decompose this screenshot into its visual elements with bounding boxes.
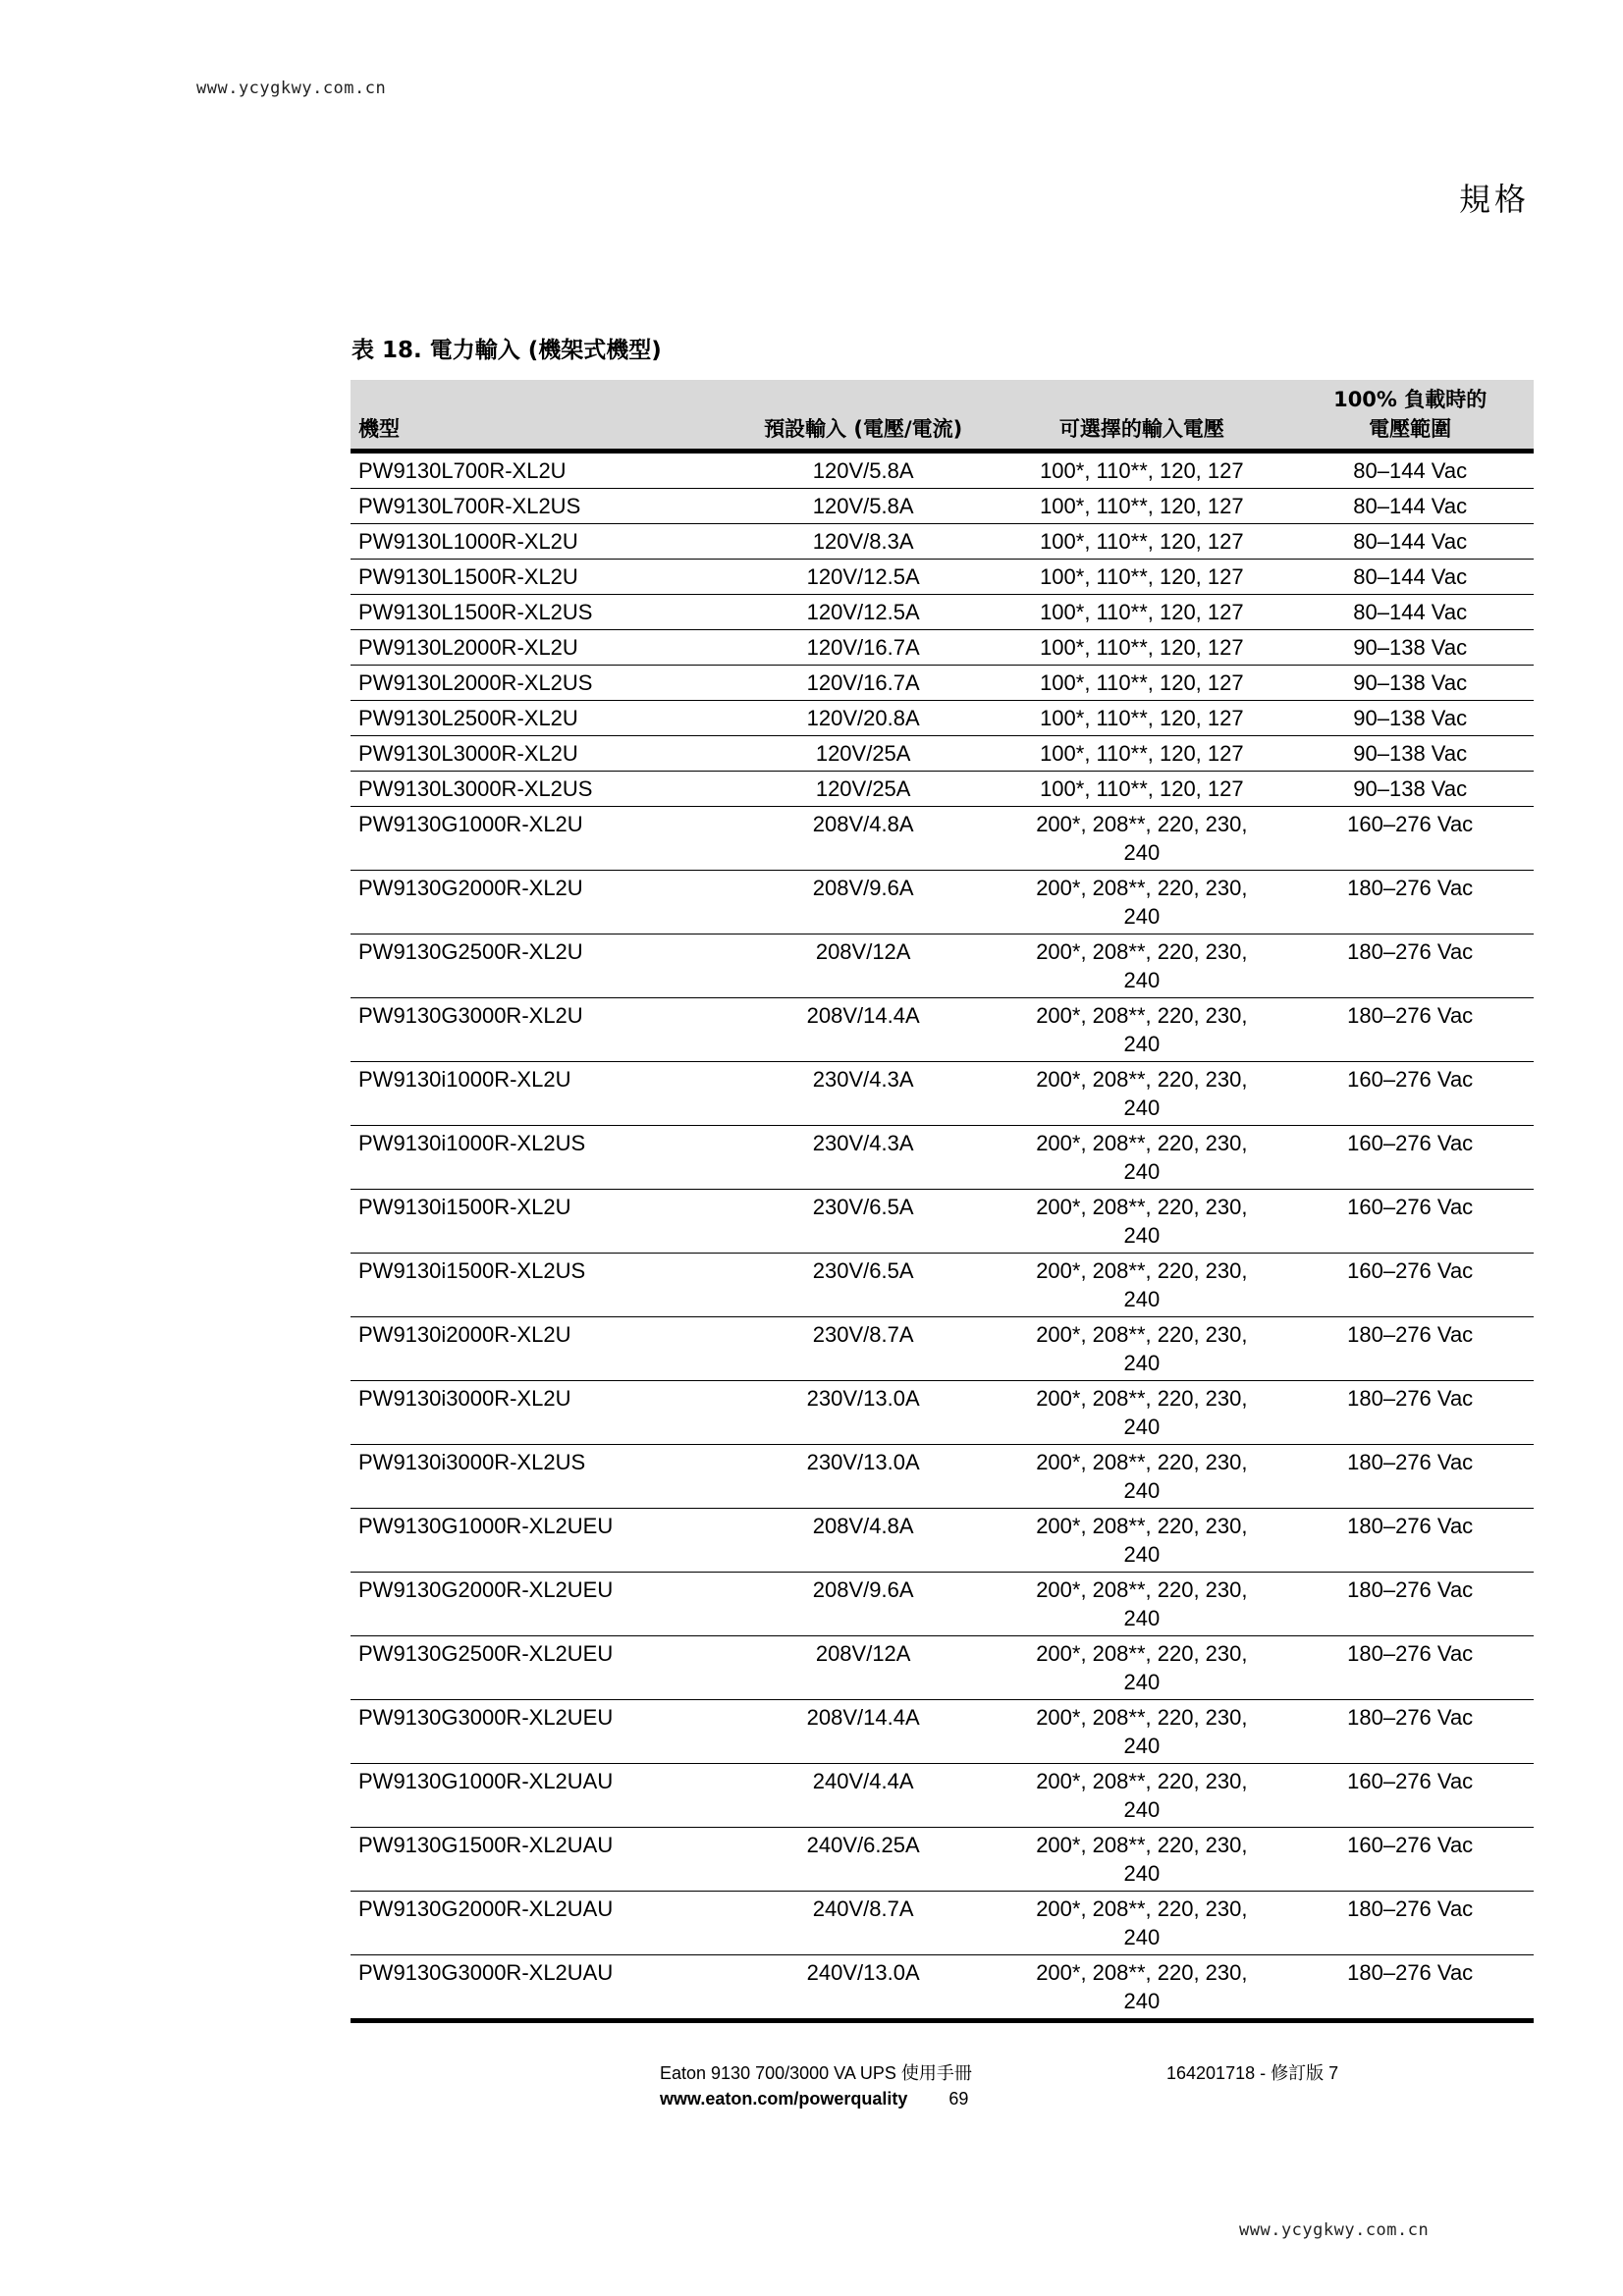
footer-manual-title: Eaton 9130 700/3000 VA UPS 使用手冊 bbox=[660, 2063, 972, 2083]
cell-voltage-text: 200*, 208**, 220, 230, 240 bbox=[1036, 1195, 1248, 1248]
watermark-bottom: www.ycygkwy.com.cn bbox=[1239, 2220, 1430, 2240]
cell-default-input: 240V/13.0A bbox=[730, 1955, 997, 2021]
cell-model: PW9130i1000R-XL2U bbox=[351, 1062, 730, 1126]
cell-default-input: 230V/4.3A bbox=[730, 1062, 997, 1126]
table-row bbox=[351, 807, 1534, 871]
table-row bbox=[351, 452, 1534, 489]
cell-model: PW9130L1500R-XL2U bbox=[351, 560, 730, 595]
table-body bbox=[351, 452, 1534, 2021]
cell-voltage-range: 90–138 Vac bbox=[1286, 630, 1534, 666]
table-row bbox=[351, 1062, 1534, 1126]
watermark-top: www.ycygkwy.com.cn bbox=[196, 79, 387, 98]
cell-voltage-range: 180–276 Vac bbox=[1286, 1955, 1534, 2021]
cell-voltage-range: 180–276 Vac bbox=[1286, 1573, 1534, 1636]
cell-default-input: 208V/9.6A bbox=[730, 1573, 997, 1636]
cell-default-input: 120V/25A bbox=[730, 736, 997, 772]
table-row bbox=[351, 1445, 1534, 1509]
cell-model: PW9130L1000R-XL2U bbox=[351, 524, 730, 560]
cell-model: PW9130G2000R-XL2UAU bbox=[351, 1892, 730, 1955]
cell-voltage-range: 80–144 Vac bbox=[1286, 489, 1534, 524]
table-row bbox=[351, 1828, 1534, 1892]
table-row bbox=[351, 1700, 1534, 1764]
cell-selectable-voltage bbox=[997, 1892, 1286, 1955]
cell-default-input: 230V/6.5A bbox=[730, 1254, 997, 1317]
cell-default-input: 120V/5.8A bbox=[730, 452, 997, 489]
cell-voltage-range: 80–144 Vac bbox=[1286, 560, 1534, 595]
cell-voltage-range: 160–276 Vac bbox=[1286, 807, 1534, 871]
cell-selectable-voltage bbox=[997, 452, 1286, 489]
table-row bbox=[351, 1317, 1534, 1381]
cell-voltage-text: 100*, 110**, 120, 127 bbox=[1040, 458, 1244, 483]
cell-model: PW9130G2500R-XL2U bbox=[351, 934, 730, 998]
cell-voltage-text: 200*, 208**, 220, 230, 240 bbox=[1036, 1641, 1248, 1694]
footer-page-number: 69 bbox=[948, 2089, 969, 2109]
cell-selectable-voltage bbox=[997, 666, 1286, 701]
cell-default-input: 240V/8.7A bbox=[730, 1892, 997, 1955]
table-row bbox=[351, 1573, 1534, 1636]
cell-selectable-voltage bbox=[997, 1062, 1286, 1126]
cell-voltage-range: 90–138 Vac bbox=[1286, 666, 1534, 701]
cell-voltage-text: 200*, 208**, 220, 230, 240 bbox=[1036, 1896, 1248, 1949]
table-row bbox=[351, 560, 1534, 595]
cell-voltage-range: 80–144 Vac bbox=[1286, 452, 1534, 489]
cell-selectable-voltage bbox=[997, 560, 1286, 595]
cell-model: PW9130L700R-XL2US bbox=[351, 489, 730, 524]
cell-voltage-range: 160–276 Vac bbox=[1286, 1190, 1534, 1254]
cell-voltage-text: 100*, 110**, 120, 127 bbox=[1040, 494, 1244, 518]
cell-voltage-range: 180–276 Vac bbox=[1286, 1381, 1534, 1445]
cell-default-input: 230V/8.7A bbox=[730, 1317, 997, 1381]
cell-voltage-text: 200*, 208**, 220, 230, 240 bbox=[1036, 876, 1248, 929]
cell-voltage-range: 180–276 Vac bbox=[1286, 1700, 1534, 1764]
cell-model: PW9130i1500R-XL2US bbox=[351, 1254, 730, 1317]
cell-voltage-range: 80–144 Vac bbox=[1286, 524, 1534, 560]
cell-selectable-voltage bbox=[997, 1254, 1286, 1317]
cell-model: PW9130G3000R-XL2UEU bbox=[351, 1700, 730, 1764]
table-caption: 表 18. 電力輸入 (機架式機型) bbox=[352, 338, 662, 363]
cell-model: PW9130G3000R-XL2UAU bbox=[351, 1955, 730, 2021]
cell-selectable-voltage bbox=[997, 1509, 1286, 1573]
cell-voltage-range: 180–276 Vac bbox=[1286, 998, 1534, 1062]
cell-selectable-voltage bbox=[997, 736, 1286, 772]
cell-model: PW9130L3000R-XL2U bbox=[351, 736, 730, 772]
cell-default-input: 120V/12.5A bbox=[730, 560, 997, 595]
cell-default-input: 120V/16.7A bbox=[730, 630, 997, 666]
table-row bbox=[351, 489, 1534, 524]
cell-voltage-text: 100*, 110**, 120, 127 bbox=[1040, 600, 1244, 624]
cell-default-input: 208V/4.8A bbox=[730, 1509, 997, 1573]
footer-doc-id: 164201718 - 修訂版 7 bbox=[1166, 2063, 1339, 2083]
header-range-line2: 電壓範圍 bbox=[1369, 417, 1452, 441]
cell-default-input: 230V/13.0A bbox=[730, 1445, 997, 1509]
cell-selectable-voltage bbox=[997, 1317, 1286, 1381]
table-row bbox=[351, 1509, 1534, 1573]
cell-default-input: 230V/6.5A bbox=[730, 1190, 997, 1254]
cell-voltage-text: 200*, 208**, 220, 230, 240 bbox=[1036, 1386, 1248, 1439]
cell-voltage-text: 100*, 110**, 120, 127 bbox=[1040, 776, 1244, 801]
header-model: 機型 bbox=[351, 380, 730, 452]
cell-model: PW9130L3000R-XL2US bbox=[351, 772, 730, 807]
cell-selectable-voltage bbox=[997, 1828, 1286, 1892]
table-header-row bbox=[351, 380, 1534, 452]
cell-voltage-text: 200*, 208**, 220, 230, 240 bbox=[1036, 1833, 1248, 1886]
cell-voltage-text: 200*, 208**, 220, 230, 240 bbox=[1036, 1450, 1248, 1503]
cell-model: PW9130G1000R-XL2UEU bbox=[351, 1509, 730, 1573]
cell-voltage-text: 200*, 208**, 220, 230, 240 bbox=[1036, 1322, 1248, 1375]
cell-voltage-range: 160–276 Vac bbox=[1286, 1126, 1534, 1190]
cell-default-input: 120V/25A bbox=[730, 772, 997, 807]
cell-model: PW9130G2000R-XL2UEU bbox=[351, 1573, 730, 1636]
cell-voltage-text: 200*, 208**, 220, 230, 240 bbox=[1036, 812, 1248, 865]
cell-voltage-range: 80–144 Vac bbox=[1286, 595, 1534, 630]
header-voltage-range bbox=[1286, 380, 1534, 452]
cell-voltage-text: 200*, 208**, 220, 230, 240 bbox=[1036, 1960, 1248, 2013]
cell-default-input: 208V/14.4A bbox=[730, 1700, 997, 1764]
cell-model: PW9130G1000R-XL2UAU bbox=[351, 1764, 730, 1828]
cell-selectable-voltage bbox=[997, 772, 1286, 807]
cell-default-input: 208V/12A bbox=[730, 934, 997, 998]
cell-model: PW9130L2000R-XL2US bbox=[351, 666, 730, 701]
table-row bbox=[351, 701, 1534, 736]
cell-voltage-range: 180–276 Vac bbox=[1286, 1892, 1534, 1955]
cell-selectable-voltage bbox=[997, 595, 1286, 630]
cell-selectable-voltage bbox=[997, 998, 1286, 1062]
cell-selectable-voltage bbox=[997, 1955, 1286, 2021]
cell-selectable-voltage bbox=[997, 1126, 1286, 1190]
cell-model: PW9130L2000R-XL2U bbox=[351, 630, 730, 666]
cell-voltage-text: 100*, 110**, 120, 127 bbox=[1040, 670, 1244, 695]
table-row bbox=[351, 630, 1534, 666]
table-row bbox=[351, 1190, 1534, 1254]
cell-selectable-voltage bbox=[997, 1445, 1286, 1509]
cell-selectable-voltage bbox=[997, 1636, 1286, 1700]
cell-model: PW9130G2500R-XL2UEU bbox=[351, 1636, 730, 1700]
cell-voltage-range: 180–276 Vac bbox=[1286, 934, 1534, 998]
cell-selectable-voltage bbox=[997, 1381, 1286, 1445]
cell-model: PW9130L700R-XL2U bbox=[351, 452, 730, 489]
cell-default-input: 120V/12.5A bbox=[730, 595, 997, 630]
cell-default-input: 230V/13.0A bbox=[730, 1381, 997, 1445]
cell-default-input: 230V/4.3A bbox=[730, 1126, 997, 1190]
cell-voltage-text: 200*, 208**, 220, 230, 240 bbox=[1036, 1131, 1248, 1184]
cell-default-input: 120V/5.8A bbox=[730, 489, 997, 524]
cell-selectable-voltage bbox=[997, 524, 1286, 560]
cell-selectable-voltage bbox=[997, 807, 1286, 871]
cell-selectable-voltage bbox=[997, 1573, 1286, 1636]
cell-voltage-range: 180–276 Vac bbox=[1286, 1509, 1534, 1573]
cell-default-input: 120V/8.3A bbox=[730, 524, 997, 560]
cell-voltage-range: 90–138 Vac bbox=[1286, 701, 1534, 736]
table-row bbox=[351, 998, 1534, 1062]
cell-default-input: 208V/12A bbox=[730, 1636, 997, 1700]
cell-voltage-range: 180–276 Vac bbox=[1286, 1636, 1534, 1700]
cell-voltage-range: 160–276 Vac bbox=[1286, 1828, 1534, 1892]
cell-default-input: 208V/4.8A bbox=[730, 807, 997, 871]
table-row bbox=[351, 1892, 1534, 1955]
table-row bbox=[351, 1955, 1534, 2021]
cell-model: PW9130i1500R-XL2U bbox=[351, 1190, 730, 1254]
cell-voltage-range: 160–276 Vac bbox=[1286, 1254, 1534, 1317]
table-row bbox=[351, 1126, 1534, 1190]
table-row bbox=[351, 736, 1534, 772]
table-row bbox=[351, 524, 1534, 560]
table-row bbox=[351, 772, 1534, 807]
cell-selectable-voltage bbox=[997, 630, 1286, 666]
table-row bbox=[351, 871, 1534, 934]
footer-left bbox=[660, 2059, 972, 2109]
cell-model: PW9130i3000R-XL2U bbox=[351, 1381, 730, 1445]
cell-selectable-voltage bbox=[997, 489, 1286, 524]
cell-default-input: 240V/6.25A bbox=[730, 1828, 997, 1892]
cell-voltage-range: 90–138 Vac bbox=[1286, 736, 1534, 772]
footer-url: www.eaton.com/powerquality bbox=[660, 2089, 908, 2109]
cell-selectable-voltage bbox=[997, 1700, 1286, 1764]
cell-voltage-range: 180–276 Vac bbox=[1286, 871, 1534, 934]
cell-voltage-text: 200*, 208**, 220, 230, 240 bbox=[1036, 1514, 1248, 1567]
cell-default-input: 208V/14.4A bbox=[730, 998, 997, 1062]
cell-voltage-text: 200*, 208**, 220, 230, 240 bbox=[1036, 1258, 1248, 1311]
cell-voltage-text: 100*, 110**, 120, 127 bbox=[1040, 635, 1244, 660]
header-selectable-voltage: 可選擇的輸入電壓 bbox=[997, 380, 1286, 452]
cell-selectable-voltage bbox=[997, 701, 1286, 736]
cell-model: PW9130L2500R-XL2U bbox=[351, 701, 730, 736]
cell-default-input: 240V/4.4A bbox=[730, 1764, 997, 1828]
cell-default-input: 208V/9.6A bbox=[730, 871, 997, 934]
table-row bbox=[351, 1636, 1534, 1700]
section-title: 規格 bbox=[1458, 181, 1530, 218]
cell-default-input: 120V/16.7A bbox=[730, 666, 997, 701]
cell-voltage-text: 100*, 110**, 120, 127 bbox=[1040, 529, 1244, 554]
cell-voltage-range: 180–276 Vac bbox=[1286, 1317, 1534, 1381]
cell-voltage-text: 100*, 110**, 120, 127 bbox=[1040, 741, 1244, 766]
cell-selectable-voltage bbox=[997, 1764, 1286, 1828]
cell-voltage-text: 100*, 110**, 120, 127 bbox=[1040, 564, 1244, 589]
cell-voltage-range: 160–276 Vac bbox=[1286, 1062, 1534, 1126]
cell-model: PW9130i2000R-XL2U bbox=[351, 1317, 730, 1381]
cell-voltage-text: 200*, 208**, 220, 230, 240 bbox=[1036, 1705, 1248, 1758]
cell-voltage-range: 160–276 Vac bbox=[1286, 1764, 1534, 1828]
cell-voltage-text: 200*, 208**, 220, 230, 240 bbox=[1036, 939, 1248, 992]
cell-model: PW9130i3000R-XL2US bbox=[351, 1445, 730, 1509]
cell-voltage-text: 200*, 208**, 220, 230, 240 bbox=[1036, 1003, 1248, 1056]
cell-selectable-voltage bbox=[997, 871, 1286, 934]
cell-model: PW9130L1500R-XL2US bbox=[351, 595, 730, 630]
table-row bbox=[351, 1254, 1534, 1317]
footer-url-line bbox=[660, 2089, 972, 2109]
cell-model: PW9130i1000R-XL2US bbox=[351, 1126, 730, 1190]
cell-voltage-text: 200*, 208**, 220, 230, 240 bbox=[1036, 1577, 1248, 1630]
table-row bbox=[351, 1764, 1534, 1828]
table-row bbox=[351, 934, 1534, 998]
table-row bbox=[351, 1381, 1534, 1445]
header-range-line1: 100% 負載時的 bbox=[1333, 388, 1488, 411]
cell-voltage-range: 180–276 Vac bbox=[1286, 1445, 1534, 1509]
cell-selectable-voltage bbox=[997, 1190, 1286, 1254]
cell-default-input: 120V/20.8A bbox=[730, 701, 997, 736]
table-row bbox=[351, 666, 1534, 701]
header-default-input: 預設輸入 (電壓/電流) bbox=[730, 380, 997, 452]
cell-model: PW9130G1000R-XL2U bbox=[351, 807, 730, 871]
cell-selectable-voltage bbox=[997, 934, 1286, 998]
cell-model: PW9130G1500R-XL2UAU bbox=[351, 1828, 730, 1892]
cell-voltage-text: 200*, 208**, 220, 230, 240 bbox=[1036, 1067, 1248, 1120]
table-row bbox=[351, 595, 1534, 630]
cell-voltage-range: 90–138 Vac bbox=[1286, 772, 1534, 807]
power-input-table bbox=[351, 380, 1534, 2023]
cell-model: PW9130G3000R-XL2U bbox=[351, 998, 730, 1062]
cell-voltage-text: 100*, 110**, 120, 127 bbox=[1040, 706, 1244, 730]
cell-model: PW9130G2000R-XL2U bbox=[351, 871, 730, 934]
cell-voltage-text: 200*, 208**, 220, 230, 240 bbox=[1036, 1769, 1248, 1822]
